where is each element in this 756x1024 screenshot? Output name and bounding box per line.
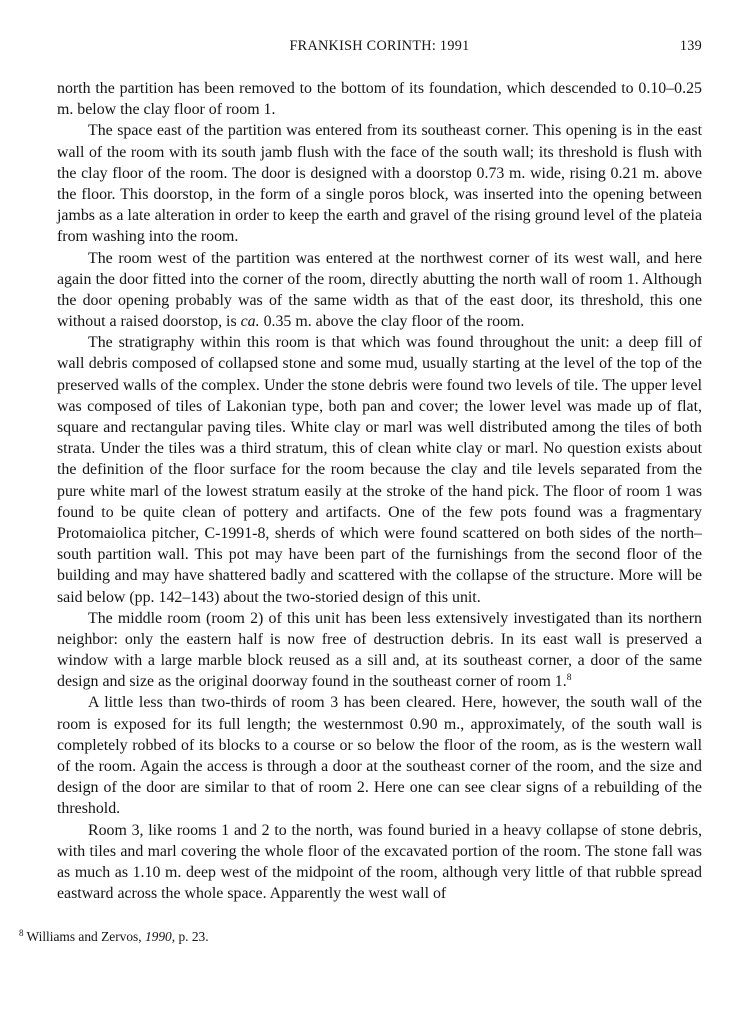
footnote-reference[interactable]: 8 — [566, 673, 572, 684]
page-number: 139 — [679, 38, 702, 54]
footnote-number: 8 — [19, 928, 24, 938]
paragraph: A little less than two-thirds of room 3 has been cleared. Here, however, the south wall of the room is exposed for its full length; the westernmost 0.90 m., approximately, of the south wall is completely robbed of its blocks to a course or so below the floor of the room, as is the western wall of the room. Again the access is through a door at the southeast corner of the room, and the size and design of the door are similar to that of room 2. Here one can see clear signs of a rebuilding of the threshold. — [57, 694, 702, 818]
paragraph: north the partition has been removed to the bottom of its foundation, which descended to 0.10–0.25 m. below the clay floor of room 1. — [57, 80, 702, 119]
paragraph: The stratigraphy within this room is that which was found throughout the unit: a deep fill of wall debris composed of collapsed stone and some mud, usually starting at the level of the top of the preserved walls of the complex. Under the stone debris were found two levels of tile. The upper level was composed of tiles of Lakonian type, both pan and cover; the lower level was made up of flat, square and rectangular paving tiles. White clay or marl was well distributed among the tiles of both strata. Under the tiles was a third stratum, this of clean white clay or marl. No question exists about the definition of the floor surface for the room because the clay and tile levels separated from the pure white marl of the lowest stratum easily at the stroke of the hand pick. The floor of room 1 was found to be quite clean of pottery and artifacts. One of the few pots found was a fragmentary Protomaiolica pitcher, C-1991-8, sherds of which were found scattered on both sides of the north–south partition wall. This pot may have been part of the furnishings from the second floor of the building and may have shattered badly and scattered with the collapse of the structure. More will be said below (pp. 142–143) about the two-storied design of this unit. — [57, 334, 702, 606]
footnote: $^8$ Williams and Zervos, 1990, p. 23. — [19, 928, 209, 944]
page — [57, 38, 702, 904]
italic-abbreviation: ca. — [240, 313, 260, 331]
footnote-italic: 1990 — [144, 929, 172, 944]
paragraph: The room west of the partition was entered at the northwest corner of its west wall, and here again the door fitted into the corner of the room, directly abutting the north wall of room 1. Although the door opening probably was of the same width as that of the east door, its threshold, this one without a raised doorstop, is ca. 0.35 m. above the clay floor of the room. — [57, 249, 702, 331]
paragraph: The middle room (room 2) of this unit has been less extensively investigated than its northern neighbor: only the eastern half is now free of destruction debris. In its east wall is preserved a window with a large marble block reused as a sill and, at its southeast corner, a door of the same design and size as the original doorway found in the southeast corner of room 1.$^8$ — [57, 609, 702, 691]
paragraph: The space east of the partition was entered from its southeast corner. This opening is in the east wall of the room with its south jamb flush with the face of the south wall; its threshold is flush with the clay floor of the room. The door is designed with a doorstop 0.73 m. wide, rising 0.21 m. above the floor. This doorstop, in the form of a single poros block, was inserted into the opening between jambs as a late alteration in order to keep the earth and gravel of the rising ground level of the plateia from washing into the room. — [57, 122, 702, 246]
paragraph: Room 3, like rooms 1 and 2 to the north, was found buried in a heavy collapse of stone debris, with tiles and marl covering the whole floor of the excavated portion of the room. The stone fall was as much as 1.10 m. deep west of the midpoint of the room, although very little of that rubble spread eastward across the whole space. Apparently the west wall of — [57, 821, 702, 903]
running-title: FRANKISH CORINTH: 1991 — [289, 38, 470, 54]
running-head — [57, 38, 702, 58]
body-text — [57, 78, 702, 904]
